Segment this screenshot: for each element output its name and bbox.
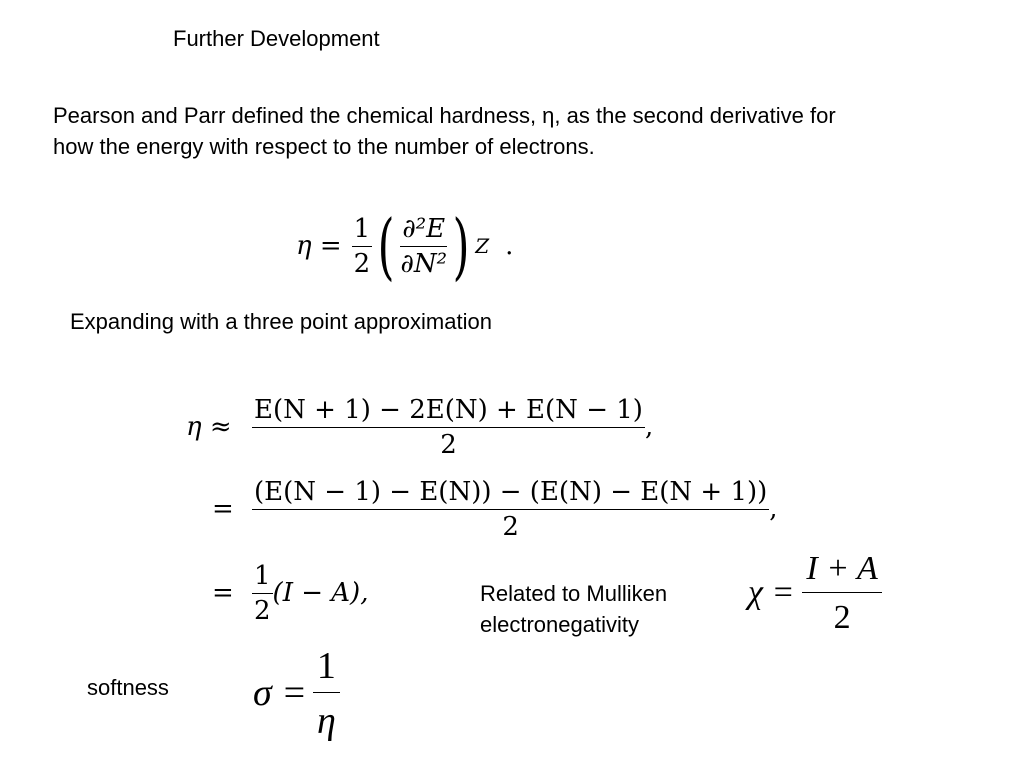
approx-line-2-lhs: = xyxy=(212,494,234,524)
softness-lhs: σ = xyxy=(253,672,307,714)
approx-line-3-lhs: = xyxy=(212,578,234,608)
approx-line-1-fraction xyxy=(252,395,645,460)
derivative-numerator: ∂²E xyxy=(400,214,447,247)
softness-denominator: η xyxy=(316,699,336,742)
approx-line-2 xyxy=(212,464,778,554)
approx-line-2-denominator: 2 xyxy=(502,511,519,542)
softness-label: softness xyxy=(87,675,169,700)
approx-line-3-denominator: 2 xyxy=(254,595,271,626)
second-derivative-fraction xyxy=(400,214,447,279)
approx-line-3-numerator: 1 xyxy=(252,561,273,594)
approx-line-2-fraction xyxy=(252,477,769,542)
mulliken-numerator: I + A xyxy=(802,550,881,593)
softness-numerator: 1 xyxy=(313,644,340,693)
derivative-denominator: ∂N² xyxy=(400,248,448,279)
approx-line-1 xyxy=(186,382,653,472)
mulliken-fraction xyxy=(802,550,881,637)
intro-line-1: Pearson and Parr defined the chemical hardness, η, as the second derivative for xyxy=(53,103,836,128)
intro-line-2: how the energy with respect to the number of electrons. xyxy=(53,134,595,159)
softness-equation xyxy=(253,638,340,748)
approx-line-1-trail: , xyxy=(644,412,654,442)
approx-line-2-numerator: (E(N − 1) − E(N)) − (E(N) − E(N + 1)) xyxy=(252,477,769,510)
approx-line-2-trail: , xyxy=(769,494,778,524)
half-numerator: 1 xyxy=(352,214,373,247)
constant-z-subscript: Z xyxy=(475,234,490,258)
expanding-text: Expanding with a three point approximation xyxy=(70,309,492,334)
right-paren: ) xyxy=(452,204,470,288)
approx-line-1-numerator: E(N + 1) − 2E(N) + E(N − 1) xyxy=(252,395,645,428)
hardness-lhs: η = xyxy=(296,231,342,261)
softness-fraction xyxy=(313,644,340,743)
approx-line-3-fraction xyxy=(252,561,273,626)
half-denominator: 2 xyxy=(353,248,371,279)
hardness-definition-equation xyxy=(296,196,513,296)
mulliken-lhs: χ = xyxy=(748,574,795,611)
left-paren: ( xyxy=(377,204,395,288)
related-line-1: Related to Mulliken xyxy=(480,581,668,606)
approx-line-1-denominator: 2 xyxy=(440,429,457,460)
approx-line-3-rest: (I − A), xyxy=(272,578,369,608)
half-fraction xyxy=(352,214,373,279)
approx-line-1-lhs: η ≈ xyxy=(186,412,232,442)
related-line-2: electronegativity xyxy=(480,612,639,637)
mulliken-equation xyxy=(748,545,882,641)
slide-title: Further Development xyxy=(173,26,380,51)
approx-line-3 xyxy=(212,548,368,638)
hardness-trail: . xyxy=(505,231,514,261)
mulliken-denominator: 2 xyxy=(833,598,851,636)
